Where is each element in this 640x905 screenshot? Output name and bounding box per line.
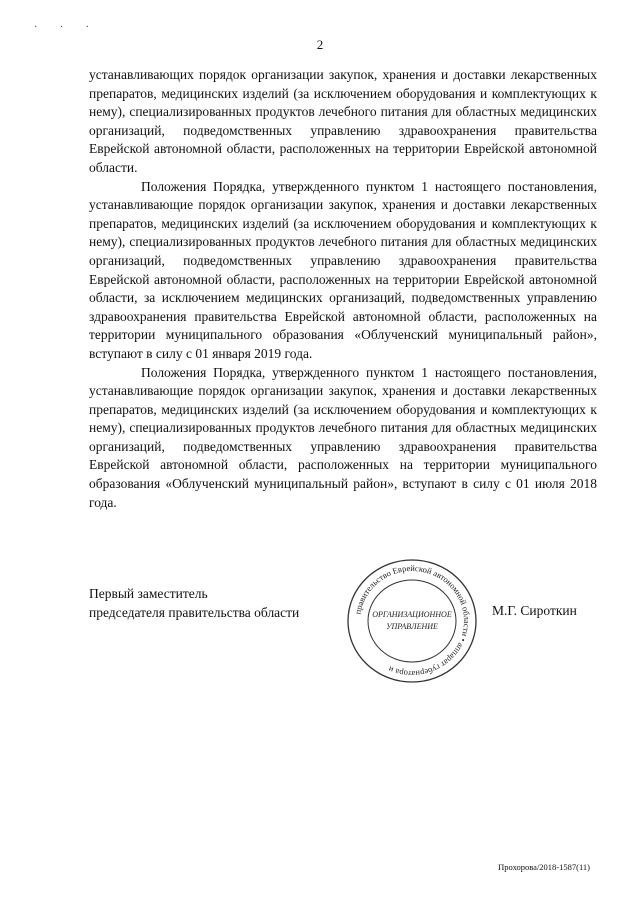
signatory-title-line-1: Первый заместитель (89, 586, 208, 601)
document-body (89, 66, 597, 512)
paragraph-3: Положения Порядка, утвержденного пунктом 1 настоящего постановления, устанавливающие порядок организации закупок, хранения и доставки лекарственных препаратов, медицинских изделий (за исключением оборудования и комплектующих к нему), специализированных продуктов лечебного питания для областных медицинских организаций, подведомственных управлению здравоохранения правительства Еврейской автономной области, расположенных на территории муниципального образования «Облученский муниципальный район», вступают в силу с 01 июля 2018 года. (89, 364, 597, 510)
official-stamp (338, 557, 486, 685)
footer-reference: Прохорова/2018-1587(11) (498, 862, 590, 872)
signatory-name: М.Г. Сироткин (492, 603, 577, 618)
signatory-title (89, 584, 299, 622)
scan-corner-marks: · · · (34, 22, 99, 33)
stamp-ring-text: правительство Еврейской автономной области • аппарат губернатора и (352, 562, 473, 680)
paragraph-2: Положения Порядка, утвержденного пунктом 1 настоящего постановления, устанавливающие порядок организации закупок, хранения и доставки лекарственных препаратов, медицинских изделий (за исключением оборудования и комплектующих к нему), специализированных продуктов лечебного питания для областных медицинских организаций, подведомственных управлению здравоохранения правительства Еврейской автономной области, расположенных на территории Еврейской автономной области, за исключением медицинских организаций, подведомственных управлению здравоохранения правительства Еврейской автономной области, расположенных на территории муниципального образования «Облученский муниципальный район», вступают в силу с 01 января 2019 года. (89, 178, 597, 361)
stamp-center-line-1: ОРГАНИЗАЦИОННОЕ (372, 610, 452, 619)
paragraph-1: устанавливающих порядок организации закупок, хранения и доставки лекарственных препаратов, медицинских изделий (за исключением оборудования и комплектующих к нему), специализированных продуктов лечебного питания для областных медицинских организаций, подведомственных управлению здравоохранения правительства Еврейской автономной области, расположенных на территории Еврейской автономной области. (89, 67, 597, 175)
page-number: 2 (316, 37, 324, 52)
stamp-center-line-2: УПРАВЛЕНИЕ (386, 622, 438, 631)
signatory-title-line-2: председателя правительства области (89, 605, 300, 620)
